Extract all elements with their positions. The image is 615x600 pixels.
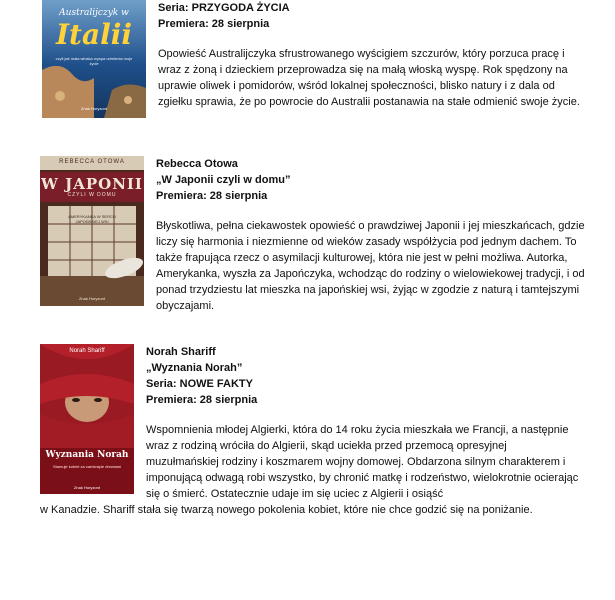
cover-subtitle: CZYLI W DOMU (67, 192, 117, 198)
description-text: w Kanadzie. Shariff stała się twarzą nowego pokolenia kobiet, które nie chce godzić się na poniżanie. (40, 504, 533, 516)
cover-author: Norah Shariff (69, 348, 105, 354)
book-meta-2 (156, 156, 290, 204)
book-description-3-continued (40, 502, 590, 518)
series-label: Seria: NOWE FAKTY (146, 378, 253, 390)
premiere-label: Premiera: 28 sierpnia (156, 190, 268, 202)
series-label: Seria: PRZYGODA ŻYCIA (158, 2, 290, 14)
premiere-label: Premiera: 28 sierpnia (146, 394, 258, 406)
cover-title: W JAPONII (41, 175, 143, 193)
premiere-label: Premiera: 28 sierpnia (158, 18, 270, 30)
cover-subtitle: czyli jak mała włoska wyspa odmienia moje życie (55, 56, 133, 66)
cover-publisher: Znak Horyzont (80, 106, 107, 111)
book-description-2 (156, 218, 588, 314)
title-label: „Wyznania Norah” (146, 362, 243, 374)
title-label: „W Japonii czyli w domu” (156, 174, 291, 186)
description-text: Opowieść Australijczyka sfrustrowanego wyścigiem szczurów, który porzuca pracę i wraz z żoną i dzieckiem przeprowadza się na małą włoską wyspę. Rok spędzony na uprawie oliwek i pomidorów, wśród lokalnej społeczności, blisko natury i z dala od zgiełku sprawia, że po powrocie do Australii postanawia na stałe odmienić swoje życie. (158, 48, 580, 108)
description-text: Wspomnienia młodej Algierki, która do 14 roku życia mieszkała we Francji, a następnie wraz z rodziną wróciła do Algierii, skąd uciekła przed przemocą opresyjnej muzułmańskiej rodziny i koszmarem wojny domowej. Obdarzona silnym charakterem i imponującą odwagą robi wszystko, by chronić matkę i rodzeństwo, wielokrotnie ocierając się o śmierć. Ostatecznie udaje im się uciec z Algierii i osiąść (146, 424, 579, 500)
cover-publisher: Znak Horyzont (78, 296, 105, 301)
cover-author: REBECCA OTOWA (59, 159, 125, 165)
cover-title: Wyznania Norah (45, 450, 129, 460)
author-label: Rebecca Otowa (156, 158, 238, 170)
book-cover-w-japonii (40, 156, 144, 306)
cover-tagline: AMERYKANKA W SERCU JAPOŃSKIEJ WSI (68, 214, 116, 224)
cover-publisher: Znak Horyzont (73, 485, 100, 490)
author-label: Norah Shariff (146, 346, 216, 358)
book-meta-3 (146, 344, 257, 408)
cover-script-title: Australijczyk w (59, 8, 129, 18)
description-text: Błyskotliwa, pełna ciekawostek opowieść o prawdziwej Japonii i jej mieszkańcach, gdzie liczy się harmonia i niezmienne od wieków zasady współżycia pod jednym dachem. To także frapująca rzecz o asymilacji kulturowej, która nie jest w pełni możliwa. Autorka, Amerykanka, wyszła za Japończyka, wchodząc do rodziny o wielowiekowej tradycji, i od ponad trzydziestu lat mieszka na japońskiej wsi, żyjąc w zgodzie z naturą i tamtejszymi obyczajami. (156, 220, 585, 312)
book-description-1 (158, 46, 586, 110)
cover-artwork (40, 344, 134, 494)
book-meta-1 (158, 0, 290, 32)
book-cover-australijczyk (42, 0, 146, 118)
book-description-3 (146, 422, 582, 502)
book-cover-wyznania-norah (40, 344, 134, 494)
cover-title: Italii (55, 18, 133, 51)
cover-tagline: Stamuje kobiet za zamknięte drzwiami (52, 464, 122, 469)
